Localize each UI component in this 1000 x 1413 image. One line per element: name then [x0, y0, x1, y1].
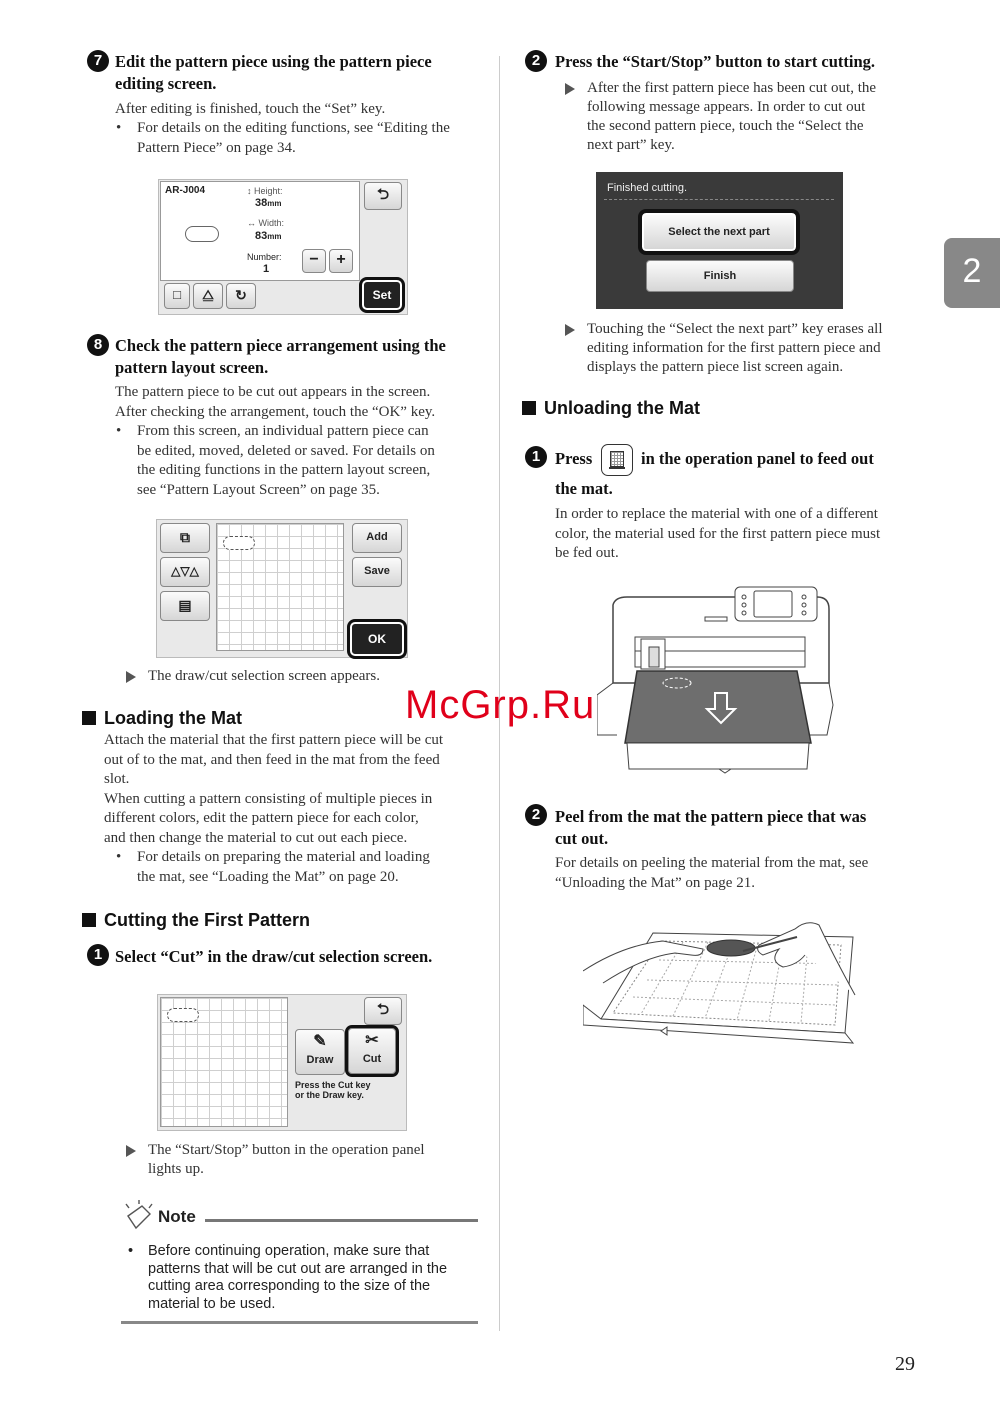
draw-cut-message [295, 1080, 371, 1100]
save-button[interactable]: Save [352, 557, 402, 587]
step-7-title-line2: editing screen. [115, 74, 217, 93]
step-8-bullet-line: see “Pattern Layout Screen” on page 35. [137, 481, 380, 498]
watermark: McGrp.Ru [405, 683, 596, 727]
unload-step-1-rest: in the operation panel to feed out [641, 449, 874, 468]
note-icon [122, 1200, 156, 1232]
touch-result-line: editing information for the first pattern piece and [587, 340, 881, 356]
step-8-title [115, 335, 446, 379]
bullet-dot: • [116, 423, 122, 439]
step-8-body-line2: After checking the arrangement, touch the “OK” key. [115, 403, 436, 420]
mat-glyph [610, 451, 624, 467]
loading-mat-heading [82, 708, 242, 729]
loading-line: slot. [104, 771, 130, 787]
loading-line: Attach the material that the first pattern piece will be cut [104, 732, 444, 748]
unload-body-line: In order to replace the material with one of a different [555, 506, 878, 522]
rotate-button[interactable] [226, 283, 256, 309]
frame-button[interactable] [164, 283, 190, 309]
peeling-illustration [583, 915, 858, 1045]
step-8-bullet [116, 422, 435, 500]
loading-line: different colors, edit the pattern piece for each color, [104, 810, 419, 826]
unload-step-2-body-line2: “Unloading the Mat” on page 21. [555, 874, 755, 891]
feed-mat-button-icon [601, 444, 633, 476]
width-value-number: 83 [255, 230, 268, 242]
unload-step-1-press: Press [555, 449, 593, 468]
loading-line: When cutting a pattern consisting of multiple pieces in [104, 790, 433, 807]
loading-line: out of to the mat, and then feed in the mat from the feed [104, 751, 440, 768]
unload-step-2-body-line1: For details on peeling the material from the mat, see [555, 855, 869, 871]
unload-step-1-number: 1 [525, 446, 547, 468]
height-value-number: 38 [255, 197, 268, 209]
pattern-shape-icon [185, 226, 219, 242]
cutting-heading [82, 910, 310, 931]
step-2-result [587, 79, 876, 155]
step-2-result-line: the second pattern piece, touch the “Select the [587, 118, 864, 134]
unload-step-2-body [555, 854, 868, 893]
result-arrow-icon [565, 324, 575, 336]
step-7-bullet [116, 119, 450, 158]
add-button[interactable]: Add [352, 523, 402, 553]
step-8-title-line2: pattern layout screen. [115, 358, 269, 377]
unloading-heading-text: Unloading the Mat [544, 398, 700, 418]
touch-result-line: displays the pattern piece list screen again. [587, 359, 844, 375]
height-unit: mm [267, 199, 282, 208]
width-label-text: Width: [258, 218, 285, 228]
step-8-body [115, 383, 435, 422]
step-2-number: 2 [525, 50, 547, 72]
step-7-body: After editing is finished, touch the “Set” key. [115, 101, 386, 117]
step-7-bullet-line2: Pattern Piece” on page 34. [137, 139, 296, 156]
unload-step-2-title [555, 806, 866, 850]
square-bullet-icon [522, 401, 536, 415]
width-label: ↔ Width: [247, 218, 285, 228]
finished-cutting-title: Finished cutting. [607, 182, 688, 194]
number-label: Number: [247, 252, 282, 262]
draw-cut-message-line2: or the Draw key. [295, 1090, 364, 1100]
note-line: Before continuing operation, make sure that [148, 1243, 430, 1259]
step-8-bullet-line: be edited, moved, deleted or saved. For details on [137, 442, 435, 459]
step-7-title-line1: Edit the pattern piece using the pattern piece [115, 52, 432, 71]
rotate-icon: ↻ [235, 287, 247, 303]
note-line: patterns that will be cut out are arranged in the [148, 1260, 448, 1277]
plus-button[interactable]: + [329, 249, 353, 273]
frame-icon: □ [173, 287, 181, 302]
square-bullet-icon [82, 913, 96, 927]
triangles-icon: △▽△ [171, 564, 199, 578]
height-label: ↕ Height: [247, 186, 283, 196]
step-8-bullet-line: From this screen, an individual pattern piece can [137, 423, 429, 439]
step-2-result-line: next part” key. [587, 137, 675, 153]
blade-icon: ✂ [365, 1032, 379, 1049]
loading-mat-body [104, 731, 443, 848]
cutting-heading-text: Cutting the First Pattern [104, 910, 310, 930]
bullet-dot: • [116, 849, 122, 865]
step-2-title: Press the “Start/Stop” button to start cutting. [555, 52, 876, 71]
mat-glyph-base [609, 467, 625, 469]
step-8-bullet-line: the editing functions in the pattern layout screen, [137, 462, 431, 478]
edit-piece-icon: ⧉ [180, 529, 190, 545]
note-bottom-rule [121, 1321, 478, 1324]
loading-bullet-line1: For details on preparing the material and loading [137, 849, 430, 865]
step-7-bullet-line1: For details on the editing functions, see “Editing the [137, 120, 450, 136]
mat-button[interactable] [160, 591, 210, 621]
finished-cutting-screen [596, 172, 843, 309]
number-value: 1 [263, 263, 270, 275]
ok-button[interactable]: OK [350, 622, 404, 656]
unload-step-2-number: 2 [525, 804, 547, 826]
loading-mat-heading-text: Loading the Mat [104, 708, 242, 728]
touch-result [587, 320, 883, 377]
note-rule [205, 1219, 478, 1222]
select-next-part-button[interactable]: Select the next part [642, 213, 796, 251]
note-body [128, 1243, 448, 1313]
unload-step-2-title-line1: Peel from the mat the pattern piece that was [555, 807, 867, 826]
mirror-icon: ⧋ [202, 287, 214, 302]
step-7-title [115, 51, 432, 95]
bullet-dot: • [116, 120, 122, 136]
square-bullet-icon [82, 711, 96, 725]
height-value [255, 197, 281, 209]
pen-icon: ✎ [313, 1033, 327, 1050]
draw-cut-screen [157, 994, 407, 1131]
note-line: material to be used. [148, 1295, 276, 1312]
mat-icon: ▤ [178, 597, 192, 613]
cut-step-1-number: 1 [87, 944, 109, 966]
step-8-result-text: The draw/cut selection screen appears. [148, 668, 380, 684]
edit-piece-button[interactable] [160, 523, 210, 553]
back-icon: ⮌ [376, 186, 389, 203]
draw-button[interactable] [295, 1029, 345, 1075]
back-button[interactable] [364, 997, 402, 1025]
loading-bullet-line2: the mat, see “Loading the Mat” on page 20. [137, 868, 399, 885]
back-icon: ⮌ [376, 1001, 389, 1018]
minus-button[interactable]: − [302, 249, 326, 273]
cutting-machine-illustration [597, 585, 837, 775]
cut-label: Cut [362, 1053, 382, 1065]
unloading-heading [522, 398, 700, 419]
draw-label: Draw [306, 1054, 334, 1066]
width-unit: mm [267, 232, 282, 241]
set-button[interactable]: Set [362, 280, 402, 310]
unload-step-1-line2: the mat. [555, 479, 613, 498]
pattern-shape-icon [223, 536, 255, 550]
step-2-result-line: following message appears. In order to cut out [587, 99, 866, 115]
note-label: Note [158, 1207, 196, 1226]
unload-step-1-body [555, 505, 880, 564]
layout-grid [216, 523, 344, 651]
touch-result-line: Touching the “Select the next part” key erases all [587, 321, 883, 337]
note-line: cutting area corresponding to the size of the [148, 1278, 431, 1294]
step-8-title-line1: Check the pattern piece arrangement using the [115, 336, 446, 355]
edit-screen [158, 179, 408, 315]
unload-body-line: color, the material used for the first pattern piece must [555, 525, 881, 542]
step-8-body-line1: The pattern piece to be cut out appears in the screen. [115, 384, 431, 400]
step-8-number: 8 [87, 334, 109, 356]
finish-button[interactable]: Finish [646, 260, 794, 292]
cut-step-1-title: Select “Cut” in the draw/cut selection screen. [115, 947, 433, 966]
move-button[interactable] [160, 557, 210, 587]
page-number: 29 [895, 1353, 915, 1375]
draw-cut-message-line1: Press the Cut key [295, 1080, 371, 1090]
width-value [255, 230, 281, 242]
cut-result-line1: The “Start/Stop” button in the operation panel [148, 1142, 425, 1158]
step-2-result-line: After the first pattern piece has been cut out, the [587, 80, 877, 96]
result-arrow-icon [126, 1145, 136, 1157]
step-8-result [148, 667, 380, 686]
pattern-code: AR-J004 [165, 185, 206, 196]
chapter-tab: 2 [944, 238, 1000, 308]
loading-line: and then change the material to cut out each piece. [104, 829, 408, 846]
bullet-dot: • [128, 1243, 134, 1259]
step-7-number: 7 [87, 50, 109, 72]
result-arrow-icon [565, 83, 575, 95]
cut-result-line2: lights up. [148, 1161, 204, 1177]
unload-body-line: be fed out. [555, 545, 619, 561]
loading-bullet [116, 848, 430, 887]
back-button[interactable] [364, 182, 402, 210]
result-arrow-icon [126, 671, 136, 683]
cut-button[interactable] [348, 1028, 396, 1074]
title-divider [604, 199, 834, 201]
draw-cut-grid [160, 997, 288, 1127]
layout-screen [156, 519, 408, 658]
cut-result [148, 1141, 425, 1179]
height-label-text: Height: [254, 186, 283, 196]
mirror-button[interactable] [193, 283, 223, 309]
unload-step-2-title-line2: cut out. [555, 829, 609, 848]
pattern-shape-icon [167, 1008, 199, 1022]
